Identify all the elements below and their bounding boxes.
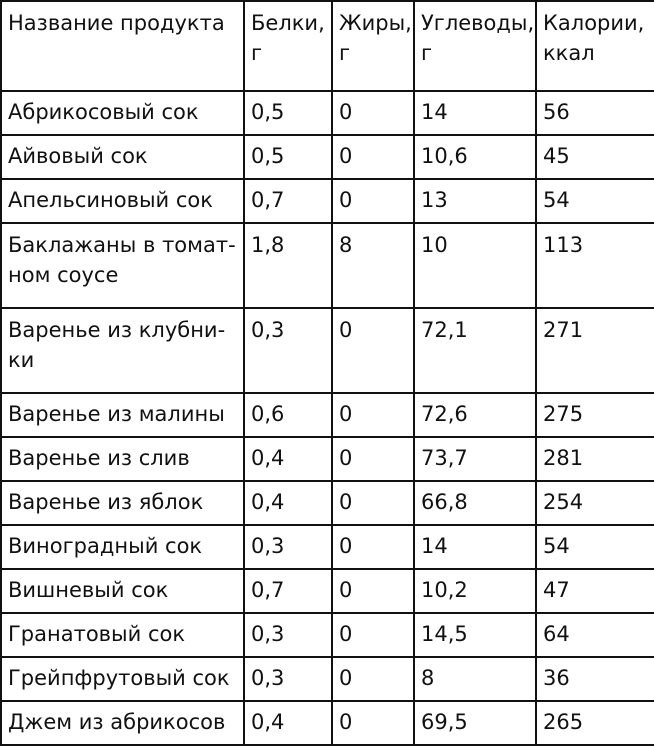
cell-calories: 56	[536, 91, 654, 135]
cell-fat: 0	[332, 135, 414, 179]
cell-carbs: 69,5	[414, 701, 536, 745]
table-row	[1, 91, 654, 135]
cell-protein: 0,6	[244, 393, 332, 437]
cell-protein: 0,3	[244, 657, 332, 701]
cell-calories: 36	[536, 657, 654, 701]
cell-carbs: 13	[414, 179, 536, 223]
table-row	[1, 525, 654, 569]
cell-name: Апельсиновый сок	[1, 179, 244, 223]
cell-protein: 0,4	[244, 701, 332, 745]
header-protein: Белки, г	[244, 1, 332, 91]
cell-carbs: 14	[414, 91, 536, 135]
cell-carbs: 72,6	[414, 393, 536, 437]
cell-fat: 0	[332, 657, 414, 701]
cell-calories: 64	[536, 613, 654, 657]
cell-carbs: 73,7	[414, 437, 536, 481]
table-row	[1, 569, 654, 613]
cell-fat: 0	[332, 701, 414, 745]
cell-calories: 265	[536, 701, 654, 745]
cell-name: Айвовый сок	[1, 135, 244, 179]
cell-name: Варенье из яблок	[1, 481, 244, 525]
table-row	[1, 437, 654, 481]
cell-carbs: 14	[414, 525, 536, 569]
cell-name: Варенье из малины	[1, 393, 244, 437]
cell-name: Вишневый сок	[1, 569, 244, 613]
cell-protein: 0,3	[244, 613, 332, 657]
cell-protein: 0,5	[244, 91, 332, 135]
cell-carbs: 8	[414, 657, 536, 701]
cell-name: Абрикосовый сок	[1, 91, 244, 135]
table-row	[1, 308, 654, 393]
cell-calories: 275	[536, 393, 654, 437]
cell-calories: 281	[536, 437, 654, 481]
cell-protein: 1,8	[244, 223, 332, 308]
header-carbs: Углеводы, г	[414, 1, 536, 91]
cell-protein: 0,3	[244, 308, 332, 393]
cell-protein: 0,4	[244, 481, 332, 525]
cell-name: Грейпфрутовый сок	[1, 657, 244, 701]
cell-carbs: 10,2	[414, 569, 536, 613]
cell-carbs: 10,6	[414, 135, 536, 179]
table-row	[1, 393, 654, 437]
cell-fat: 0	[332, 308, 414, 393]
table-row	[1, 223, 654, 308]
cell-fat: 0	[332, 525, 414, 569]
cell-fat: 8	[332, 223, 414, 308]
cell-calories: 54	[536, 525, 654, 569]
cell-fat: 0	[332, 569, 414, 613]
cell-protein: 0,7	[244, 569, 332, 613]
cell-calories: 254	[536, 481, 654, 525]
cell-calories: 113	[536, 223, 654, 308]
cell-calories: 45	[536, 135, 654, 179]
cell-fat: 0	[332, 179, 414, 223]
header-calories: Калории, ккал	[536, 1, 654, 91]
cell-name: Баклажаны в томат- ном соусе	[1, 223, 244, 308]
cell-fat: 0	[332, 481, 414, 525]
table-row	[1, 135, 654, 179]
table-row	[1, 613, 654, 657]
cell-protein: 0,3	[244, 525, 332, 569]
cell-calories: 47	[536, 569, 654, 613]
header-name: Название продукта	[1, 1, 244, 91]
table-row	[1, 179, 654, 223]
header-row	[1, 1, 654, 91]
cell-name: Виноградный сок	[1, 525, 244, 569]
cell-carbs: 10	[414, 223, 536, 308]
cell-name: Варенье из слив	[1, 437, 244, 481]
table-row	[1, 657, 654, 701]
cell-carbs: 66,8	[414, 481, 536, 525]
cell-name: Джем из абрикосов	[1, 701, 244, 745]
cell-fat: 0	[332, 393, 414, 437]
cell-fat: 0	[332, 437, 414, 481]
cell-protein: 0,4	[244, 437, 332, 481]
cell-protein: 0,5	[244, 135, 332, 179]
cell-fat: 0	[332, 613, 414, 657]
cell-name: Гранатовый сок	[1, 613, 244, 657]
cell-calories: 271	[536, 308, 654, 393]
cell-carbs: 72,1	[414, 308, 536, 393]
cell-name: Варенье из клубни- ки	[1, 308, 244, 393]
header-fat: Жиры, г	[332, 1, 414, 91]
cell-fat: 0	[332, 91, 414, 135]
cell-protein: 0,7	[244, 179, 332, 223]
cell-calories: 54	[536, 179, 654, 223]
table-row	[1, 481, 654, 525]
cell-carbs: 14,5	[414, 613, 536, 657]
